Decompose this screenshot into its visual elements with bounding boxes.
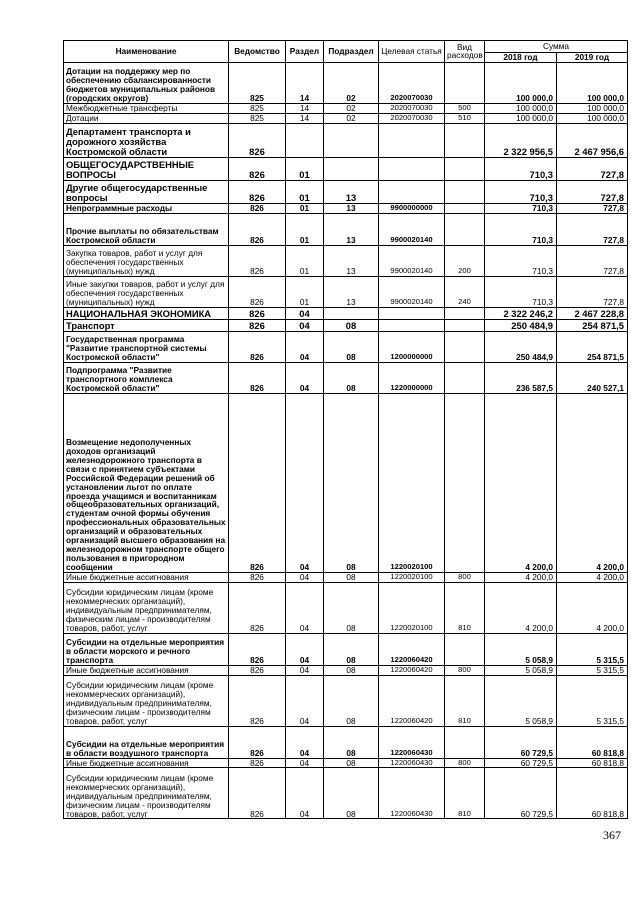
row-subsection [324,123,379,157]
row-dept: 826 [229,362,286,393]
row-sum-2019: 727,8 [557,245,628,276]
row-sum-2019: 4 200,0 [557,572,628,582]
table-row [64,203,628,213]
row-name: Прочие выплаты по обязательствам Костромской области [64,213,229,245]
row-subsection: 08 [324,665,379,675]
row-dept: 826 [229,675,286,726]
table-row [64,582,628,633]
row-article [379,180,445,203]
table-row [64,633,628,665]
table-row [64,675,628,726]
row-dept: 826 [229,665,286,675]
row-exp-type: 810 [445,582,485,633]
row-exp-type [445,633,485,665]
row-exp-type: 800 [445,758,485,768]
row-sum-2019: 240 527,1 [557,362,628,393]
row-sum-2019: 100 000,0 [557,103,628,113]
table-row [64,768,628,819]
row-dept: 826 [229,331,286,362]
row-article: 1220060430 [379,758,445,768]
header-dept: Ведомство [229,41,286,63]
table-row [64,758,628,768]
row-name: Субсидии юридическим лицам (кроме некоммерческих организаций), индивидуальным предпринимателям, физическим лицам - производителям товаров, работ, услуг [64,768,229,819]
row-name: Транспорт [64,319,229,331]
row-section: 14 [286,113,324,123]
row-section: 04 [286,331,324,362]
row-subsection: 08 [324,768,379,819]
row-dept: 826 [229,572,286,582]
row-section: 01 [286,213,324,245]
row-dept: 826 [229,758,286,768]
row-sum-2019: 2 467 228,8 [557,307,628,319]
row-article: 1220060420 [379,675,445,726]
row-sum-2018: 5 058,9 [485,633,557,665]
row-name: Иные бюджетные ассигнования [64,758,229,768]
row-section: 01 [286,180,324,203]
row-section: 04 [286,726,324,758]
row-sum-2018: 4 200,0 [485,582,557,633]
row-sum-2019: 5 315,5 [557,675,628,726]
row-dept: 826 [229,393,286,572]
table-row [64,113,628,123]
row-sum-2019: 727,8 [557,180,628,203]
row-subsection: 13 [324,213,379,245]
row-subsection: 08 [324,319,379,331]
row-subsection: 02 [324,113,379,123]
row-exp-type [445,213,485,245]
row-article: 1220060430 [379,726,445,758]
row-name: Субсидии юридическим лицам (кроме некоммерческих организаций), индивидуальным предпринимателям, физическим лицам - производителям товаров, работ, услуг [64,582,229,633]
row-dept: 826 [229,768,286,819]
budget-table [63,40,628,819]
row-subsection: 08 [324,633,379,665]
table-row [64,572,628,582]
row-subsection: 13 [324,203,379,213]
row-sum-2018: 2 322 956,5 [485,123,557,157]
header-year-2018: 2018 год [485,53,557,63]
row-sum-2019: 727,8 [557,203,628,213]
table-row [64,393,628,572]
row-name: Закупка товаров, работ и услуг для обеспечения государственных (муниципальных) нужд [64,245,229,276]
row-sum-2019: 4 200,0 [557,582,628,633]
row-section: 14 [286,62,324,103]
row-name: Государственная программа "Развитие транспортной системы Костромской области" [64,331,229,362]
row-name: Непрограммные расходы [64,203,229,213]
row-sum-2019: 5 315,5 [557,665,628,675]
table-row [64,319,628,331]
row-section: 04 [286,768,324,819]
row-article: 1220020100 [379,572,445,582]
row-sum-2018: 100 000,0 [485,62,557,103]
row-dept: 826 [229,726,286,758]
row-dept: 826 [229,180,286,203]
row-exp-type: 240 [445,276,485,307]
row-exp-type [445,203,485,213]
row-section: 01 [286,276,324,307]
row-subsection: 08 [324,331,379,362]
table-row [64,331,628,362]
table-row [64,362,628,393]
row-exp-type: 800 [445,665,485,675]
row-section: 04 [286,362,324,393]
row-name: Иные бюджетные ассигнования [64,572,229,582]
row-sum-2018: 60 729,5 [485,758,557,768]
row-subsection: 13 [324,245,379,276]
row-name: Возмещение недополученных доходов организаций железнодорожного транспорта в связи с принятием субъектами Российской Федерации решений об установлении льгот по оплате проезда учащимся и воспитанникам общеобразовательных организаций, студентам очной формы обучения профессиональных образовательных организаций и образовательных организаций высшего образования на железнодорожном транспорте общего пользования в пригородном сообщении [64,393,229,572]
row-exp-type [445,307,485,319]
row-article: 2020070030 [379,103,445,113]
row-sum-2019: 60 818,8 [557,726,628,758]
header-section: Раздел [286,41,324,63]
row-dept: 826 [229,582,286,633]
row-name: Иные бюджетные ассигнования [64,665,229,675]
row-sum-2019: 727,8 [557,157,628,180]
row-exp-type: 800 [445,572,485,582]
row-name: Другие общегосударственные вопросы [64,180,229,203]
row-dept: 825 [229,103,286,113]
table-row [64,665,628,675]
row-exp-type: 810 [445,675,485,726]
row-article: 1220020100 [379,393,445,572]
row-exp-type: 500 [445,103,485,113]
row-section: 04 [286,758,324,768]
row-dept: 826 [229,319,286,331]
row-dept: 826 [229,203,286,213]
row-section [286,123,324,157]
row-dept: 826 [229,276,286,307]
row-sum-2018: 250 484,9 [485,319,557,331]
table-row [64,180,628,203]
row-subsection [324,157,379,180]
row-sum-2018: 100 000,0 [485,103,557,113]
row-subsection: 08 [324,582,379,633]
row-sum-2018: 710,3 [485,180,557,203]
row-exp-type [445,157,485,180]
row-exp-type: 200 [445,245,485,276]
row-article [379,123,445,157]
row-sum-2019: 100 000,0 [557,62,628,103]
row-dept: 826 [229,123,286,157]
table-row [64,276,628,307]
header-subsection: Подраздел [324,41,379,63]
table-header-row [64,41,628,53]
row-section: 01 [286,203,324,213]
row-dept: 826 [229,157,286,180]
header-article: Целевая статья [379,41,445,63]
row-sum-2019: 254 871,5 [557,331,628,362]
row-article: 1220060420 [379,665,445,675]
header-year-2019: 2019 год [557,53,628,63]
row-section: 04 [286,572,324,582]
row-dept: 826 [229,307,286,319]
row-dept: 825 [229,113,286,123]
row-article: 2020070030 [379,113,445,123]
row-article [379,319,445,331]
row-sum-2018: 710,3 [485,157,557,180]
row-article: 9900020140 [379,276,445,307]
row-sum-2019: 727,8 [557,276,628,307]
row-section: 04 [286,393,324,572]
row-sum-2018: 60 729,5 [485,726,557,758]
row-exp-type [445,62,485,103]
row-sum-2018: 710,3 [485,276,557,307]
row-sum-2019: 2 467 956,6 [557,123,628,157]
row-article: 9900020140 [379,213,445,245]
row-subsection: 08 [324,726,379,758]
row-exp-type [445,123,485,157]
row-name: Субсидии на отдельные мероприятия в области морского и речного транспорта [64,633,229,665]
row-sum-2019: 60 818,8 [557,768,628,819]
row-name: Субсидии на отдельные мероприятия в области воздушного транспорта [64,726,229,758]
row-dept: 825 [229,62,286,103]
row-sum-2019: 60 818,8 [557,758,628,768]
row-article: 9900000000 [379,203,445,213]
row-subsection [324,307,379,319]
row-exp-type: 810 [445,768,485,819]
row-dept: 826 [229,245,286,276]
row-dept: 826 [229,213,286,245]
row-section: 01 [286,245,324,276]
row-name: Межбюджетные трансферты [64,103,229,113]
row-exp-type [445,362,485,393]
row-name: ОБЩЕГОСУДАРСТВЕННЫЕ ВОПРОСЫ [64,157,229,180]
row-sum-2019: 727,8 [557,213,628,245]
row-sum-2018: 100 000,0 [485,113,557,123]
row-subsection: 08 [324,675,379,726]
row-subsection: 08 [324,362,379,393]
row-section: 04 [286,675,324,726]
row-article: 1220020100 [379,582,445,633]
row-subsection: 02 [324,103,379,113]
header-sum: Сумма [485,41,628,53]
row-exp-type [445,180,485,203]
row-subsection: 13 [324,180,379,203]
row-exp-type [445,319,485,331]
page-number: 367 [603,828,621,842]
row-sum-2018: 710,3 [485,245,557,276]
row-subsection: 08 [324,393,379,572]
row-subsection: 08 [324,758,379,768]
row-sum-2018: 4 200,0 [485,393,557,572]
row-article: 2020070030 [379,62,445,103]
row-sum-2018: 236 587,5 [485,362,557,393]
row-name: НАЦИОНАЛЬНАЯ ЭКОНОМИКА [64,307,229,319]
row-subsection: 13 [324,276,379,307]
row-article: 1200000000 [379,331,445,362]
row-article: 1220060430 [379,768,445,819]
table-row [64,123,628,157]
row-exp-type [445,726,485,758]
row-article: 1220000000 [379,362,445,393]
row-sum-2018: 5 058,9 [485,665,557,675]
row-sum-2019: 100 000,0 [557,113,628,123]
row-sum-2018: 710,3 [485,203,557,213]
header-exp-type: Вид расходов [445,41,485,63]
row-section: 04 [286,633,324,665]
table-row [64,62,628,103]
row-dept: 826 [229,633,286,665]
row-sum-2018: 5 058,9 [485,675,557,726]
row-name: Иные закупки товаров, работ и услуг для обеспечения государственных (муниципальных) нужд [64,276,229,307]
row-sum-2019: 4 200,0 [557,393,628,572]
table-row [64,103,628,113]
row-sum-2018: 60 729,5 [485,768,557,819]
row-name: Дотации [64,113,229,123]
row-article: 1220060420 [379,633,445,665]
row-section: 04 [286,582,324,633]
row-article: 9900020140 [379,245,445,276]
row-sum-2019: 5 315,5 [557,633,628,665]
row-sum-2018: 710,3 [485,213,557,245]
row-name: Подпрограмма "Развитие транспортного комплекса Костромской области" [64,362,229,393]
row-sum-2018: 250 484,9 [485,331,557,362]
table-row [64,307,628,319]
header-name: Наименование [64,41,229,63]
row-section: 04 [286,319,324,331]
table-row [64,726,628,758]
row-section: 14 [286,103,324,113]
row-sum-2019: 254 871,5 [557,319,628,331]
row-subsection: 02 [324,62,379,103]
row-exp-type: 510 [445,113,485,123]
table-row [64,157,628,180]
row-section: 04 [286,307,324,319]
row-exp-type [445,393,485,572]
row-exp-type [445,331,485,362]
row-name: Субсидии юридическим лицам (кроме некоммерческих организаций), индивидуальным предпринимателям, физическим лицам - производителям товаров, работ, услуг [64,675,229,726]
row-subsection: 08 [324,572,379,582]
table-row [64,213,628,245]
row-article [379,307,445,319]
row-name: Дотации на поддержку мер по обеспечению сбалансированности бюджетов муниципальных районов (городских округов) [64,62,229,103]
row-name: Департамент транспорта и дорожного хозяйства Костромской области [64,123,229,157]
row-section: 04 [286,665,324,675]
row-sum-2018: 2 322 246,2 [485,307,557,319]
row-section: 01 [286,157,324,180]
table-row [64,245,628,276]
row-article [379,157,445,180]
row-sum-2018: 4 200,0 [485,572,557,582]
